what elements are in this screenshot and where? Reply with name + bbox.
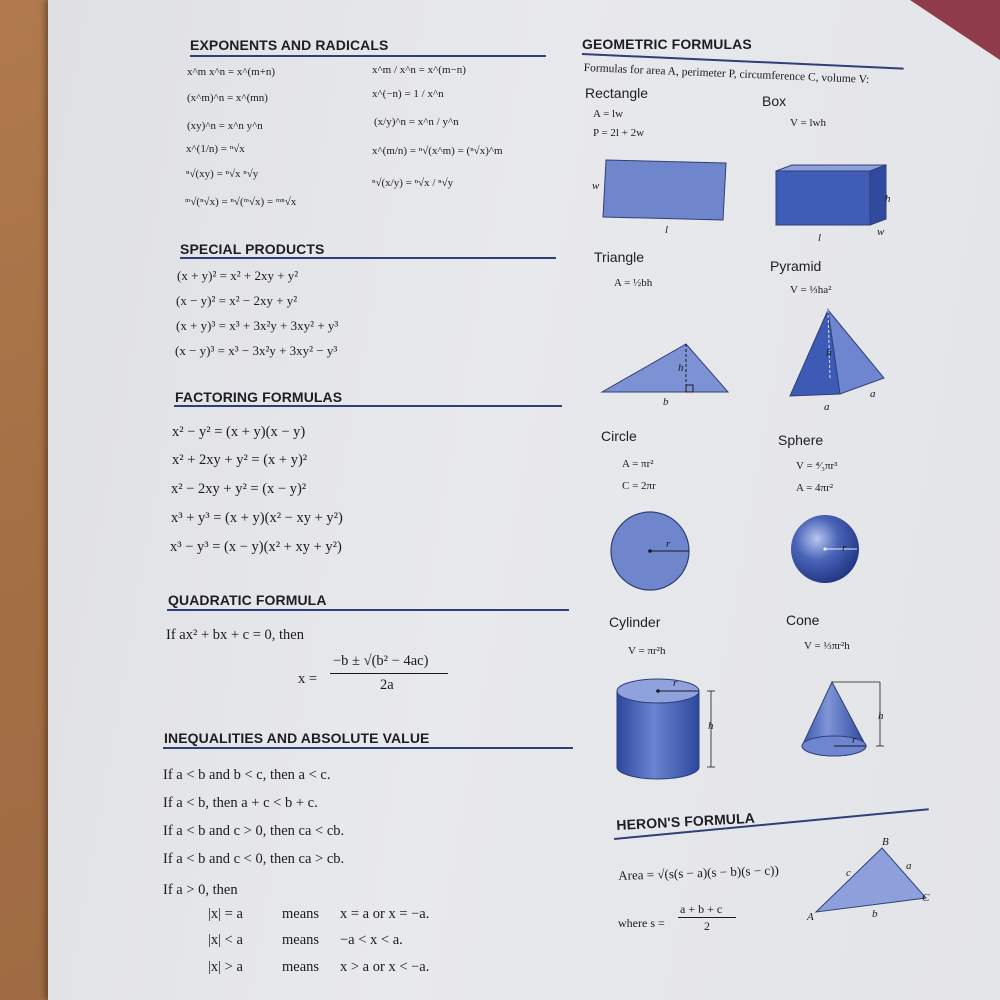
factoring-heading: FACTORING FORMULAS — [175, 389, 343, 405]
box-l-label: l — [818, 232, 822, 244]
heron-area: Area = √(s(s − a)(s − b)(s − c)) — [618, 862, 780, 883]
special-products-rule — [180, 257, 556, 259]
cone-shape — [800, 676, 895, 776]
quadratic-fraction-bar — [330, 673, 448, 674]
quadratic-lhs: x = — [298, 671, 318, 687]
abs-result-2: −a < x < a. — [340, 932, 403, 948]
abs-expr-2: |x| < a — [208, 932, 243, 948]
inequalities-heading: INEQUALITIES AND ABSOLUTE VALUE — [164, 730, 430, 746]
box-shape — [774, 163, 894, 233]
special-product-4: (x − y)³ = x³ − 3x²y + 3xy² − y³ — [175, 343, 338, 358]
exp-left-6: ᵐ√(ⁿ√x) = ⁿ√(ᵐ√x) = ᵐⁿ√x — [185, 196, 297, 208]
heron-side-a: a — [906, 860, 912, 872]
circle-area: A = πr² — [622, 458, 654, 470]
rectangle-shape — [600, 156, 730, 226]
pyramid-h-label: h — [826, 347, 832, 359]
rectangle-l-label: l — [665, 224, 669, 236]
cylinder-r-label: r — [673, 677, 678, 689]
sphere-shape — [790, 514, 862, 586]
heron-heading: HERON'S FORMULA — [616, 809, 756, 833]
exponents-heading: EXPONENTS AND RADICALS — [190, 37, 389, 53]
exp-right-5: ⁿ√(x/y) = ⁿ√x / ⁿ√y — [372, 177, 454, 189]
heron-where: where s = — [618, 916, 665, 930]
sphere-area: A = 4πr² — [796, 482, 834, 494]
quadratic-rule — [167, 609, 569, 611]
triangle-shape — [600, 340, 732, 395]
quadratic-heading: QUADRATIC FORMULA — [168, 592, 327, 608]
circle-circumference: C = 2πr — [622, 480, 656, 492]
heron-s-numerator: a + b + c — [680, 902, 723, 916]
special-product-2: (x − y)² = x² − 2xy + y² — [176, 293, 298, 308]
exp-right-2: x^(−n) = 1 / x^n — [372, 88, 444, 100]
pyramid-a-label-1: a — [824, 401, 830, 413]
inequality-2: If a < b, then a + c < b + c. — [163, 795, 318, 811]
abs-means-1: means — [282, 906, 320, 922]
cylinder-label: Cylinder — [609, 614, 661, 630]
pyramid-volume: V = ⅓ha² — [790, 284, 832, 296]
exp-left-3: (xy)^n = x^n y^n — [187, 120, 263, 132]
box-volume: V = lwh — [790, 117, 826, 129]
abs-expr-1: |x| = a — [208, 906, 243, 922]
inequalities-rule — [163, 747, 573, 749]
exp-right-4: x^(m/n) = ⁿ√(x^m) = (ⁿ√x)^m — [372, 145, 503, 157]
special-product-1: (x + y)² = x² + 2xy + y² — [177, 268, 299, 283]
factoring-4: x³ + y³ = (x + y)(x² − xy + y²) — [171, 510, 343, 526]
exp-right-3: (x/y)^n = x^n / y^n — [374, 116, 459, 128]
quadratic-intro: If ax² + bx + c = 0, then — [166, 627, 304, 643]
factoring-3: x² − 2xy + y² = (x − y)² — [171, 481, 307, 497]
abs-means-2: means — [282, 932, 320, 948]
special-products-heading: SPECIAL PRODUCTS — [180, 241, 325, 257]
factoring-5: x³ − y³ = (x − y)(x² + xy + y²) — [170, 539, 342, 555]
box-label: Box — [762, 93, 787, 109]
cone-label: Cone — [786, 612, 820, 628]
triangle-label: Triangle — [594, 249, 645, 265]
geometric-intro: Formulas for area A, perimeter P, circumference C, volume V: — [583, 62, 870, 86]
rectangle-area: A = lw — [593, 108, 624, 120]
abs-result-3: x > a or x < −a. — [340, 959, 430, 975]
exp-left-1: x^m x^n = x^(m+n) — [187, 66, 276, 78]
heron-vertex-A: A — [807, 911, 814, 923]
cone-h-label: h — [878, 710, 884, 722]
heron-triangle-shape — [812, 846, 930, 916]
special-product-3: (x + y)³ = x³ + 3x²y + 3xy² + y³ — [176, 318, 339, 333]
inequality-1: If a < b and b < c, then a < c. — [163, 767, 331, 783]
circle-shape — [610, 511, 692, 593]
heron-vertex-B: B — [882, 836, 889, 848]
sphere-label: Sphere — [778, 432, 824, 448]
factoring-1: x² − y² = (x + y)(x − y) — [172, 424, 306, 440]
pyramid-label: Pyramid — [770, 258, 822, 274]
sphere-volume: V = ⁴⁄₃πr³ — [796, 460, 838, 472]
cylinder-h-label: h — [708, 720, 714, 732]
heron-side-b: b — [872, 908, 878, 920]
circle-r-label: r — [666, 538, 671, 550]
triangle-area: A = ½bh — [614, 277, 653, 289]
abs-expr-3: |x| > a — [208, 959, 243, 975]
box-w-label: w — [877, 226, 885, 238]
pyramid-shape — [788, 308, 888, 400]
exp-left-5: ⁿ√(xy) = ⁿ√x ⁿ√y — [186, 168, 259, 180]
quadratic-numerator: −b ± √(b² − 4ac) — [333, 653, 429, 669]
rectangle-w-label: w — [592, 180, 600, 192]
exp-left-2: (x^m)^n = x^(mn) — [187, 92, 268, 104]
abs-means-3: means — [282, 959, 320, 975]
circle-label: Circle — [601, 428, 637, 444]
heron-s-fraction-bar — [678, 917, 736, 918]
rectangle-perimeter: P = 2l + 2w — [593, 127, 645, 139]
cone-volume: V = ⅓πr²h — [804, 640, 850, 652]
pyramid-a-label-2: a — [870, 388, 876, 400]
factoring-2: x² + 2xy + y² = (x + y)² — [172, 452, 308, 468]
rectangle-label: Rectangle — [585, 85, 649, 101]
exp-right-1: x^m / x^n = x^(m−n) — [372, 64, 466, 76]
geometric-heading: GEOMETRIC FORMULAS — [582, 36, 752, 52]
triangle-b-label: b — [663, 396, 669, 408]
heron-s-denominator: 2 — [704, 919, 710, 933]
box-h-label: h — [885, 193, 891, 205]
heron-vertex-C: C — [922, 892, 930, 904]
cone-r-label: r — [852, 734, 857, 746]
triangle-h-label: h — [678, 362, 684, 374]
inequality-3: If a < b and c > 0, then ca < cb. — [163, 823, 345, 839]
abs-result-1: x = a or x = −a. — [340, 906, 430, 922]
inequality-5: If a > 0, then — [163, 882, 238, 898]
quadratic-denominator: 2a — [380, 677, 394, 693]
exponents-rule — [190, 55, 546, 57]
inequality-4: If a < b and c < 0, then ca > cb. — [163, 851, 345, 867]
cylinder-volume: V = πr²h — [628, 645, 666, 657]
factoring-rule — [174, 405, 562, 407]
sphere-r-label: r — [842, 542, 847, 554]
exp-left-4: x^(1/n) = ⁿ√x — [186, 143, 245, 155]
heron-side-c: c — [846, 867, 851, 879]
